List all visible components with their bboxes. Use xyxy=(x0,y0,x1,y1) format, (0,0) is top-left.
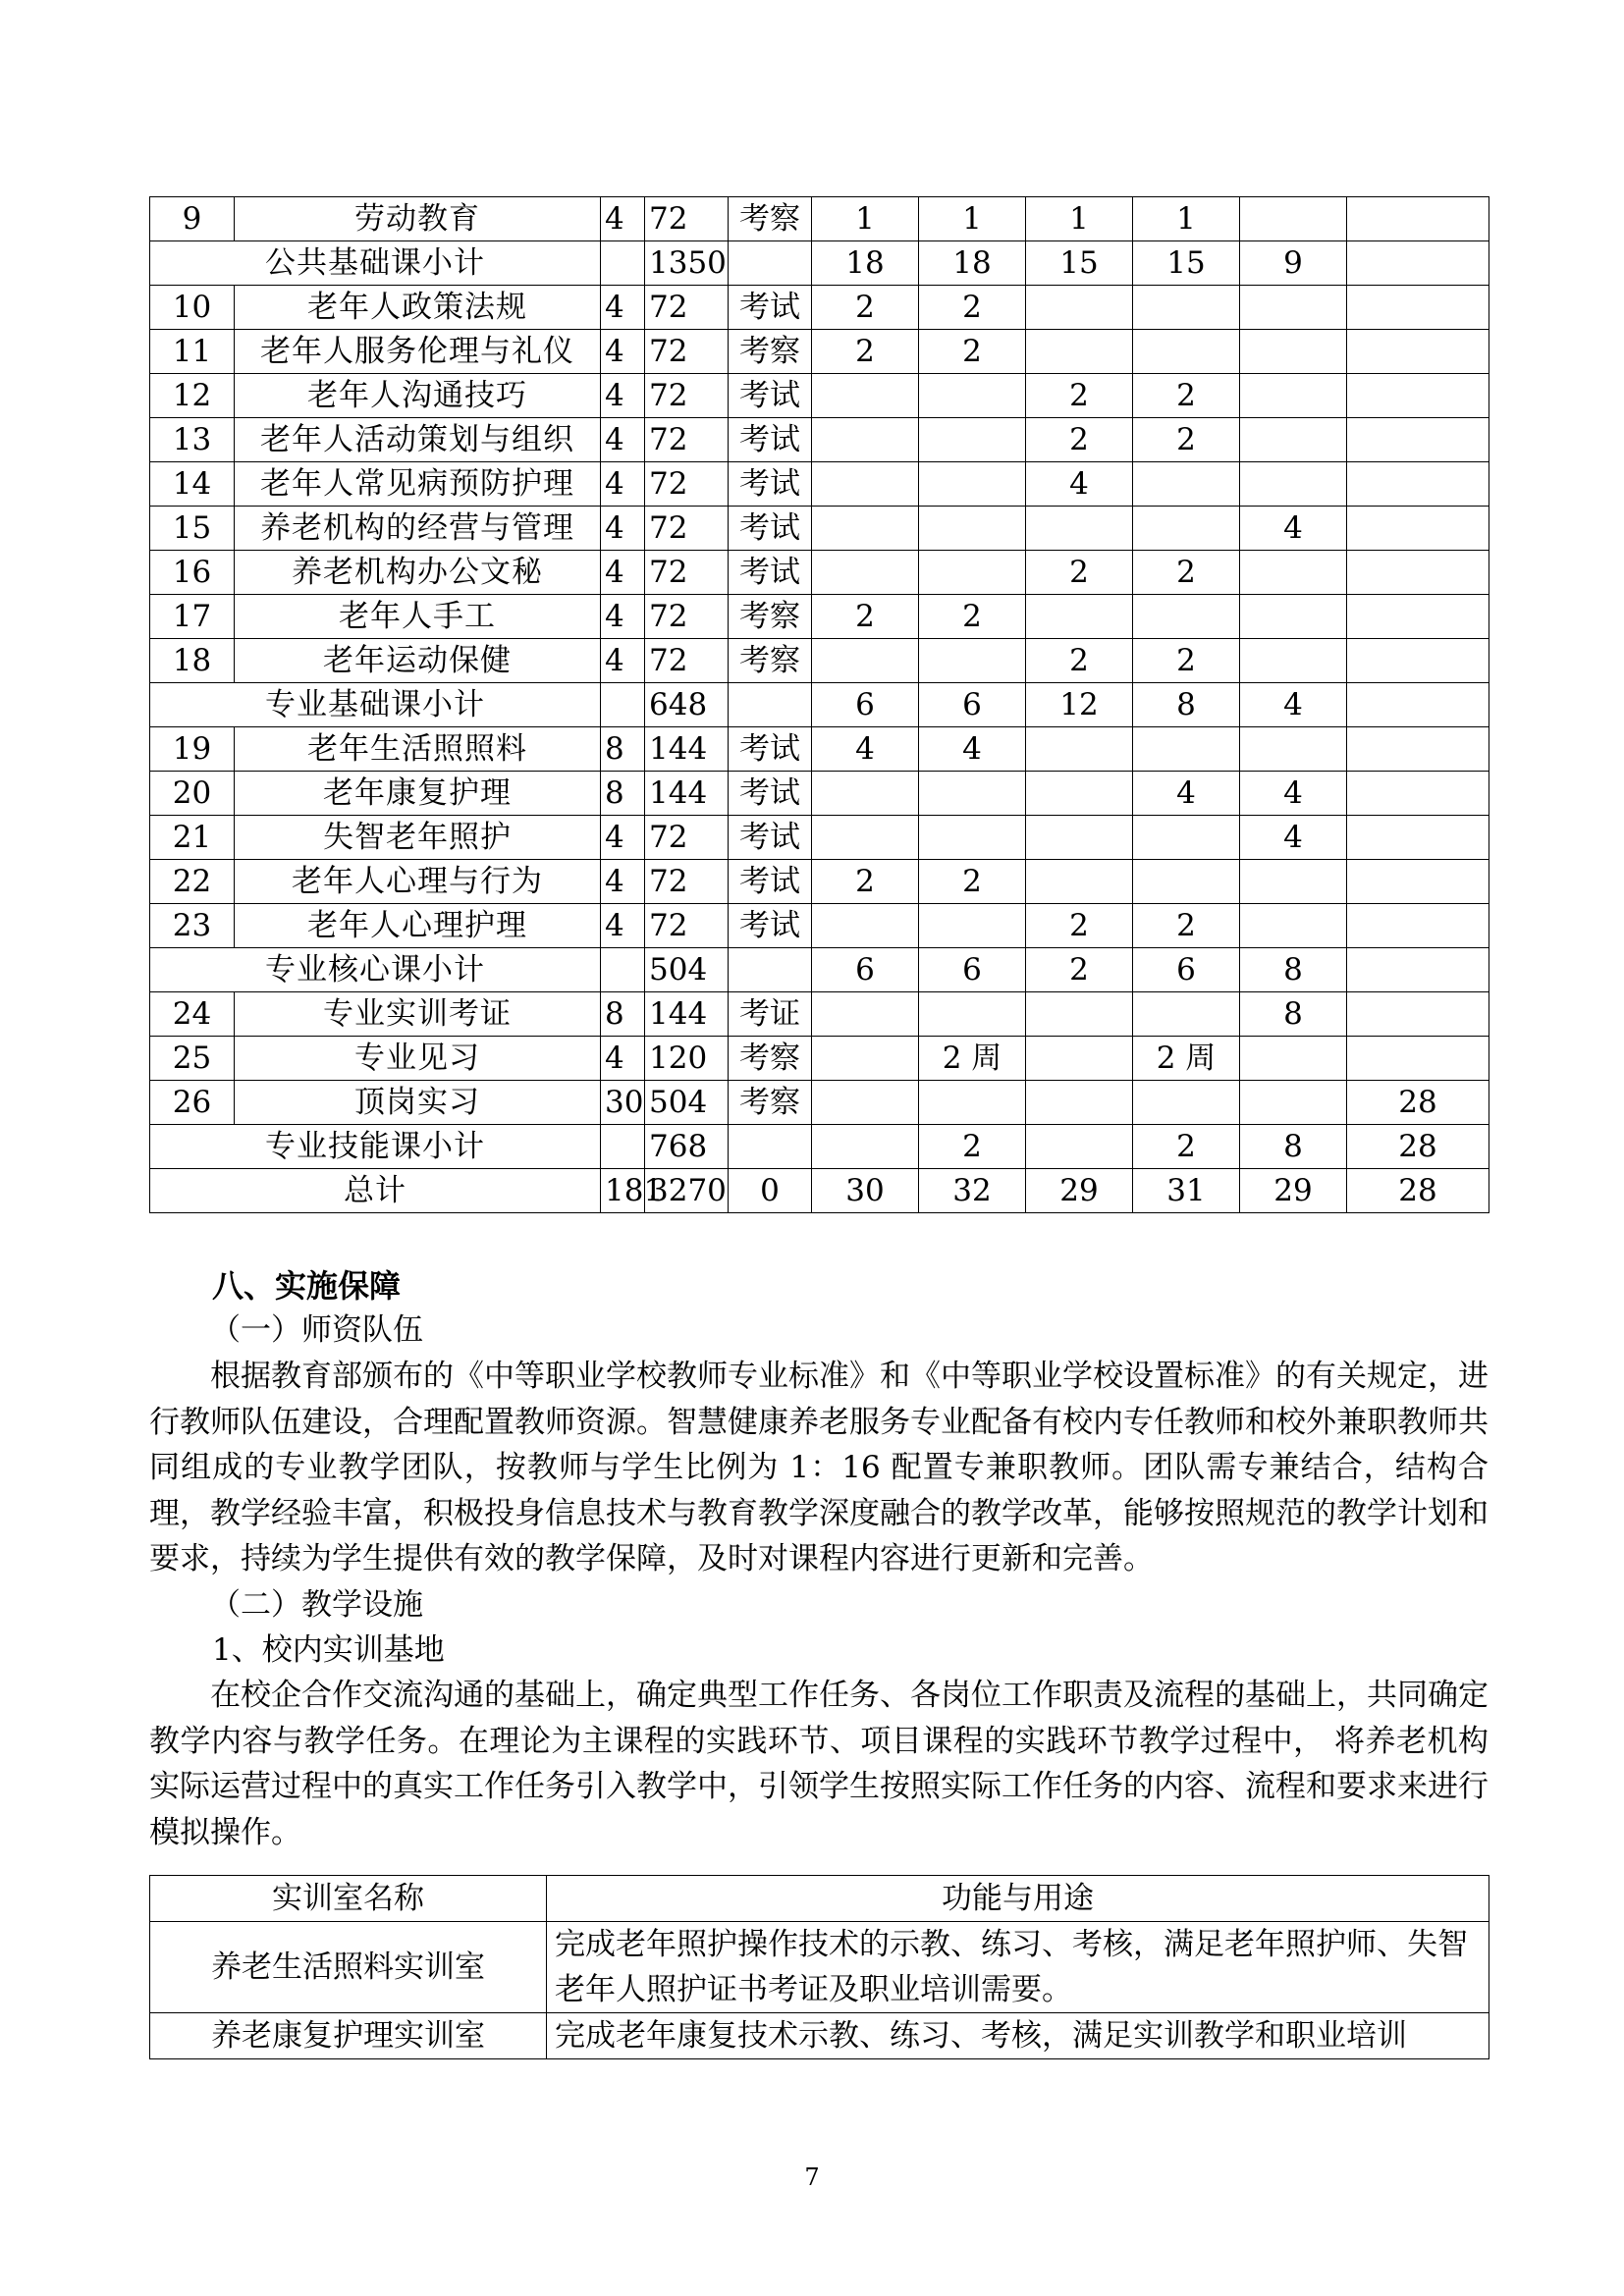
cell-s6 xyxy=(1347,374,1489,418)
course-name: 老年运动保健 xyxy=(235,639,601,683)
paragraph-training-base xyxy=(149,1673,1489,1855)
cell-credits: 8 xyxy=(601,772,645,816)
cell-s3: 2 xyxy=(1026,418,1133,462)
cell-s6 xyxy=(1347,816,1489,860)
table-row xyxy=(150,507,1489,551)
cell-assess xyxy=(729,1125,812,1169)
cell-s3: 2 xyxy=(1026,948,1133,992)
cell-s4 xyxy=(1133,816,1240,860)
cell-s2 xyxy=(919,1081,1026,1125)
row-number: 19 xyxy=(150,727,235,772)
cell-s5 xyxy=(1240,374,1347,418)
course-name: 专业实训考证 xyxy=(235,992,601,1037)
cell-assess: 考试 xyxy=(729,860,812,904)
cell-credits xyxy=(601,1125,645,1169)
cell-s5: 29 xyxy=(1240,1169,1347,1213)
paragraph-faculty xyxy=(149,1354,1489,1582)
cell-credits: 4 xyxy=(601,507,645,551)
room-function: 完成老年照护操作技术的示教、练习、考核，满足老年照护师、失智老年人照护证书考证及职业培训需要。 xyxy=(547,1922,1489,2013)
cell-s2: 18 xyxy=(919,241,1026,286)
training-rooms-table xyxy=(149,1875,1489,2059)
cell-s1: 6 xyxy=(812,683,919,727)
cell-hours: 504 xyxy=(645,948,729,992)
cell-hours: 120 xyxy=(645,1037,729,1081)
cell-s1 xyxy=(812,418,919,462)
table-row xyxy=(150,727,1489,772)
cell-s1 xyxy=(812,1125,919,1169)
cell-s2: 1 xyxy=(919,197,1026,241)
row-number: 13 xyxy=(150,418,235,462)
cell-s2 xyxy=(919,374,1026,418)
cell-s5 xyxy=(1240,197,1347,241)
cell-s6 xyxy=(1347,772,1489,816)
table-row xyxy=(150,595,1489,639)
cell-s6 xyxy=(1347,992,1489,1037)
cell-assess: 考试 xyxy=(729,772,812,816)
cell-s1: 1 xyxy=(812,197,919,241)
cell-assess: 考察 xyxy=(729,1081,812,1125)
cell-credits: 4 xyxy=(601,816,645,860)
cell-hours: 72 xyxy=(645,374,729,418)
cell-assess: 0 xyxy=(729,1169,812,1213)
cell-s6 xyxy=(1347,595,1489,639)
cell-s3 xyxy=(1026,772,1133,816)
table-row xyxy=(150,1081,1489,1125)
cell-assess: 考试 xyxy=(729,286,812,330)
cell-s5 xyxy=(1240,904,1347,948)
cell-s4 xyxy=(1133,992,1240,1037)
course-name: 老年人心理护理 xyxy=(235,904,601,948)
cell-s6 xyxy=(1347,639,1489,683)
course-plan-body xyxy=(150,197,1489,1213)
subtotal-row xyxy=(150,1125,1489,1169)
table-row xyxy=(150,772,1489,816)
cell-s2: 4 xyxy=(919,727,1026,772)
subtotal-label: 专业基础课小计 xyxy=(150,683,601,727)
cell-s4 xyxy=(1133,462,1240,507)
cell-hours: 72 xyxy=(645,286,729,330)
cell-s2 xyxy=(919,904,1026,948)
table-row xyxy=(150,197,1489,241)
cell-s1 xyxy=(812,551,919,595)
room-name: 养老生活照料实训室 xyxy=(150,1922,547,2013)
cell-s5 xyxy=(1240,462,1347,507)
row-number: 11 xyxy=(150,330,235,374)
cell-s4: 15 xyxy=(1133,241,1240,286)
cell-s5: 4 xyxy=(1240,772,1347,816)
cell-s6 xyxy=(1347,948,1489,992)
cell-s2 xyxy=(919,992,1026,1037)
cell-s5 xyxy=(1240,286,1347,330)
cell-assess: 考试 xyxy=(729,727,812,772)
subheading-faculty: （一）师资队伍 xyxy=(210,1312,423,1348)
cell-s3: 2 xyxy=(1026,904,1133,948)
cell-s6: 28 xyxy=(1347,1169,1489,1213)
cell-assess: 考察 xyxy=(729,595,812,639)
cell-s3 xyxy=(1026,860,1133,904)
cell-s2: 2 周 xyxy=(919,1037,1026,1081)
cell-s5: 8 xyxy=(1240,1125,1347,1169)
cell-hours: 72 xyxy=(645,816,729,860)
table-row xyxy=(150,992,1489,1037)
cell-hours: 504 xyxy=(645,1081,729,1125)
cell-hours: 72 xyxy=(645,507,729,551)
cell-assess xyxy=(729,683,812,727)
cell-credits: 4 xyxy=(601,860,645,904)
cell-hours: 72 xyxy=(645,330,729,374)
subtotal-row xyxy=(150,241,1489,286)
cell-s6 xyxy=(1347,860,1489,904)
course-name: 专业见习 xyxy=(235,1037,601,1081)
cell-s2: 2 xyxy=(919,286,1026,330)
cell-hours: 1350 xyxy=(645,241,729,286)
cell-hours: 72 xyxy=(645,595,729,639)
cell-s5 xyxy=(1240,418,1347,462)
cell-s5: 8 xyxy=(1240,948,1347,992)
cell-s2 xyxy=(919,772,1026,816)
course-name: 老年人手工 xyxy=(235,595,601,639)
section-heading: 八、实施保障 xyxy=(212,1267,402,1305)
cell-credits: 4 xyxy=(601,374,645,418)
cell-credits: 4 xyxy=(601,639,645,683)
cell-s4 xyxy=(1133,1081,1240,1125)
cell-s3: 29 xyxy=(1026,1169,1133,1213)
cell-s6 xyxy=(1347,904,1489,948)
cell-hours: 72 xyxy=(645,904,729,948)
cell-s4 xyxy=(1133,507,1240,551)
cell-s3 xyxy=(1026,992,1133,1037)
cell-hours: 72 xyxy=(645,551,729,595)
cell-s2: 2 xyxy=(919,595,1026,639)
row-number: 14 xyxy=(150,462,235,507)
cell-s4 xyxy=(1133,860,1240,904)
subtotal-label: 专业核心课小计 xyxy=(150,948,601,992)
cell-s1 xyxy=(812,507,919,551)
cell-credits: 181 xyxy=(601,1169,645,1213)
cell-s5 xyxy=(1240,551,1347,595)
course-name: 老年人心理与行为 xyxy=(235,860,601,904)
cell-s6 xyxy=(1347,241,1489,286)
cell-assess: 考证 xyxy=(729,992,812,1037)
cell-s3 xyxy=(1026,330,1133,374)
course-name: 养老机构办公文秘 xyxy=(235,551,601,595)
cell-assess: 考试 xyxy=(729,816,812,860)
table-row xyxy=(150,639,1489,683)
cell-s1 xyxy=(812,772,919,816)
room-name: 养老康复护理实训室 xyxy=(150,2013,547,2059)
cell-s4: 31 xyxy=(1133,1169,1240,1213)
cell-s1: 2 xyxy=(812,860,919,904)
cell-s3: 1 xyxy=(1026,197,1133,241)
cell-s4: 2 周 xyxy=(1133,1037,1240,1081)
cell-s6 xyxy=(1347,197,1489,241)
cell-s3 xyxy=(1026,816,1133,860)
header-function: 功能与用途 xyxy=(547,1876,1489,1922)
cell-assess: 考试 xyxy=(729,551,812,595)
cell-s1 xyxy=(812,816,919,860)
row-number: 20 xyxy=(150,772,235,816)
cell-s2 xyxy=(919,639,1026,683)
cell-s3: 2 xyxy=(1026,551,1133,595)
cell-s1: 2 xyxy=(812,286,919,330)
cell-assess: 考试 xyxy=(729,507,812,551)
cell-s2 xyxy=(919,507,1026,551)
cell-hours: 3270 xyxy=(645,1169,729,1213)
cell-s2: 6 xyxy=(919,683,1026,727)
cell-s2 xyxy=(919,462,1026,507)
subheading-training-base: 1、校内实训基地 xyxy=(212,1632,445,1668)
cell-s3 xyxy=(1026,286,1133,330)
cell-credits: 4 xyxy=(601,595,645,639)
cell-s5: 8 xyxy=(1240,992,1347,1037)
cell-s4 xyxy=(1133,330,1240,374)
cell-s3 xyxy=(1026,595,1133,639)
course-name: 顶岗实习 xyxy=(235,1081,601,1125)
cell-s3 xyxy=(1026,1125,1133,1169)
row-number: 26 xyxy=(150,1081,235,1125)
cell-s1: 6 xyxy=(812,948,919,992)
cell-s1 xyxy=(812,1037,919,1081)
course-name: 失智老年照护 xyxy=(235,816,601,860)
course-name: 老年生活照照料 xyxy=(235,727,601,772)
cell-s5: 4 xyxy=(1240,683,1347,727)
cell-credits: 4 xyxy=(601,904,645,948)
row-number: 16 xyxy=(150,551,235,595)
cell-s2: 2 xyxy=(919,330,1026,374)
table-row xyxy=(150,330,1489,374)
cell-s6 xyxy=(1347,683,1489,727)
course-name: 老年人沟通技巧 xyxy=(235,374,601,418)
page-number: 7 xyxy=(804,2163,820,2191)
cell-s6 xyxy=(1347,330,1489,374)
cell-s6 xyxy=(1347,1037,1489,1081)
cell-s3: 15 xyxy=(1026,241,1133,286)
paragraph-training-base-text: 在校企合作交流沟通的基础上，确定典型工作任务、各岗位工作职责及流程的基础上，共同确定教学内容与教学任务。在理论为主课程的实践环节、项目课程的实践环节教学过程中， 将养老机构实际运营过程中的真实工作任务引入教学中，引领学生按照实际工作任务的内容、流程和要求来进行模拟操作。 xyxy=(149,1678,1489,1850)
cell-s5 xyxy=(1240,639,1347,683)
cell-assess: 考察 xyxy=(729,330,812,374)
cell-s1 xyxy=(812,374,919,418)
cell-credits: 8 xyxy=(601,727,645,772)
subtotal-row xyxy=(150,948,1489,992)
cell-hours: 72 xyxy=(645,418,729,462)
cell-credits: 4 xyxy=(601,551,645,595)
table-row xyxy=(150,904,1489,948)
cell-s3: 12 xyxy=(1026,683,1133,727)
cell-s6 xyxy=(1347,727,1489,772)
subtotal-row xyxy=(150,1169,1489,1213)
cell-s4: 4 xyxy=(1133,772,1240,816)
cell-s4: 1 xyxy=(1133,197,1240,241)
row-number: 15 xyxy=(150,507,235,551)
cell-s2 xyxy=(919,551,1026,595)
cell-s1: 4 xyxy=(812,727,919,772)
cell-s2 xyxy=(919,418,1026,462)
row-number: 24 xyxy=(150,992,235,1037)
cell-s1: 2 xyxy=(812,595,919,639)
cell-s1 xyxy=(812,904,919,948)
table-row xyxy=(150,418,1489,462)
row-number: 9 xyxy=(150,197,235,241)
room-function: 完成老年康复技术示教、练习、考核，满足实训教学和职业培训 xyxy=(547,2013,1489,2059)
cell-s3: 2 xyxy=(1026,639,1133,683)
cell-assess: 考试 xyxy=(729,374,812,418)
row-number: 18 xyxy=(150,639,235,683)
course-name: 老年人活动策划与组织 xyxy=(235,418,601,462)
cell-s4: 2 xyxy=(1133,374,1240,418)
cell-s4: 6 xyxy=(1133,948,1240,992)
cell-s2 xyxy=(919,816,1026,860)
cell-s4: 2 xyxy=(1133,551,1240,595)
cell-credits xyxy=(601,683,645,727)
subtotal-label: 总计 xyxy=(150,1169,601,1213)
cell-s5 xyxy=(1240,1037,1347,1081)
cell-s1 xyxy=(812,1081,919,1125)
cell-s4 xyxy=(1133,727,1240,772)
course-name: 老年人服务伦理与礼仪 xyxy=(235,330,601,374)
paragraph-faculty-text: 根据教育部颁布的《中等职业学校教师专业标准》和《中等职业学校设置标准》的有关规定，进行教师队伍建设，合理配置教师资源。智慧健康养老服务专业配备有校内专任教师和校外兼职教师共同组成的专业教学团队，按教师与学生比例为 1：16 配置专兼职教师。团队需专兼结合，结构合理，教学经验丰富，积极投身信息技术与教育教学深度融合的教学改革，能够按照规范的教学计划和要求，持续为学生提供有效的教学保障，及时对课程内容进行更新和完善。 xyxy=(149,1359,1489,1576)
cell-s4: 2 xyxy=(1133,639,1240,683)
cell-s1: 30 xyxy=(812,1169,919,1213)
row-number: 23 xyxy=(150,904,235,948)
table-row xyxy=(150,1037,1489,1081)
header-room-name: 实训室名称 xyxy=(150,1876,547,1922)
cell-credits: 30 xyxy=(601,1081,645,1125)
cell-assess: 考察 xyxy=(729,1037,812,1081)
cell-credits: 4 xyxy=(601,462,645,507)
cell-s3 xyxy=(1026,1037,1133,1081)
cell-s2: 2 xyxy=(919,1125,1026,1169)
cell-hours: 144 xyxy=(645,992,729,1037)
cell-s3: 2 xyxy=(1026,374,1133,418)
cell-s1: 2 xyxy=(812,330,919,374)
cell-s3 xyxy=(1026,507,1133,551)
cell-s6 xyxy=(1347,462,1489,507)
cell-s6 xyxy=(1347,418,1489,462)
cell-s4 xyxy=(1133,595,1240,639)
cell-credits xyxy=(601,948,645,992)
subheading-facilities: （二）教学设施 xyxy=(210,1587,423,1623)
table-row xyxy=(150,1922,1489,2013)
cell-s4 xyxy=(1133,286,1240,330)
cell-s6 xyxy=(1347,551,1489,595)
course-name: 老年人政策法规 xyxy=(235,286,601,330)
cell-credits: 4 xyxy=(601,197,645,241)
cell-s1: 18 xyxy=(812,241,919,286)
cell-s2: 6 xyxy=(919,948,1026,992)
course-plan-table xyxy=(149,196,1489,1213)
course-name: 养老机构的经营与管理 xyxy=(235,507,601,551)
cell-s2: 2 xyxy=(919,860,1026,904)
row-number: 17 xyxy=(150,595,235,639)
cell-hours: 72 xyxy=(645,197,729,241)
row-number: 12 xyxy=(150,374,235,418)
cell-hours: 144 xyxy=(645,727,729,772)
cell-s6: 28 xyxy=(1347,1125,1489,1169)
cell-s5: 9 xyxy=(1240,241,1347,286)
table-row xyxy=(150,551,1489,595)
course-name: 老年康复护理 xyxy=(235,772,601,816)
cell-s3: 4 xyxy=(1026,462,1133,507)
cell-s5: 4 xyxy=(1240,507,1347,551)
table-row xyxy=(150,462,1489,507)
cell-hours: 768 xyxy=(645,1125,729,1169)
cell-s5 xyxy=(1240,330,1347,374)
cell-assess: 考察 xyxy=(729,639,812,683)
row-number: 22 xyxy=(150,860,235,904)
cell-s5 xyxy=(1240,860,1347,904)
cell-assess xyxy=(729,241,812,286)
cell-assess: 考察 xyxy=(729,197,812,241)
cell-hours: 72 xyxy=(645,639,729,683)
cell-credits: 4 xyxy=(601,330,645,374)
row-number: 10 xyxy=(150,286,235,330)
cell-s1 xyxy=(812,462,919,507)
cell-s1 xyxy=(812,992,919,1037)
cell-hours: 72 xyxy=(645,860,729,904)
cell-credits: 4 xyxy=(601,286,645,330)
row-number: 21 xyxy=(150,816,235,860)
course-name: 劳动教育 xyxy=(235,197,601,241)
cell-s4: 2 xyxy=(1133,904,1240,948)
cell-s3 xyxy=(1026,1081,1133,1125)
cell-s6 xyxy=(1347,286,1489,330)
cell-credits xyxy=(601,241,645,286)
cell-s6: 28 xyxy=(1347,1081,1489,1125)
cell-credits: 4 xyxy=(601,418,645,462)
cell-hours: 144 xyxy=(645,772,729,816)
cell-assess: 考试 xyxy=(729,904,812,948)
table-row xyxy=(150,2013,1489,2059)
row-number: 25 xyxy=(150,1037,235,1081)
cell-s5 xyxy=(1240,595,1347,639)
table-row xyxy=(150,374,1489,418)
cell-s2: 32 xyxy=(919,1169,1026,1213)
cell-s6 xyxy=(1347,507,1489,551)
cell-s1 xyxy=(812,639,919,683)
cell-hours: 72 xyxy=(645,462,729,507)
table-row xyxy=(150,286,1489,330)
subtotal-row xyxy=(150,683,1489,727)
subtotal-label: 专业技能课小计 xyxy=(150,1125,601,1169)
cell-assess: 考试 xyxy=(729,462,812,507)
cell-s4: 8 xyxy=(1133,683,1240,727)
cell-s3 xyxy=(1026,727,1133,772)
cell-hours: 648 xyxy=(645,683,729,727)
course-name: 老年人常见病预防护理 xyxy=(235,462,601,507)
cell-credits: 8 xyxy=(601,992,645,1037)
cell-s4: 2 xyxy=(1133,1125,1240,1169)
table-row xyxy=(150,816,1489,860)
cell-s5 xyxy=(1240,727,1347,772)
cell-s5: 4 xyxy=(1240,816,1347,860)
cell-assess xyxy=(729,948,812,992)
table-header-row xyxy=(150,1876,1489,1922)
subtotal-label: 公共基础课小计 xyxy=(150,241,601,286)
cell-assess: 考试 xyxy=(729,418,812,462)
cell-s4: 2 xyxy=(1133,418,1240,462)
cell-credits: 4 xyxy=(601,1037,645,1081)
cell-s5 xyxy=(1240,1081,1347,1125)
table-row xyxy=(150,860,1489,904)
